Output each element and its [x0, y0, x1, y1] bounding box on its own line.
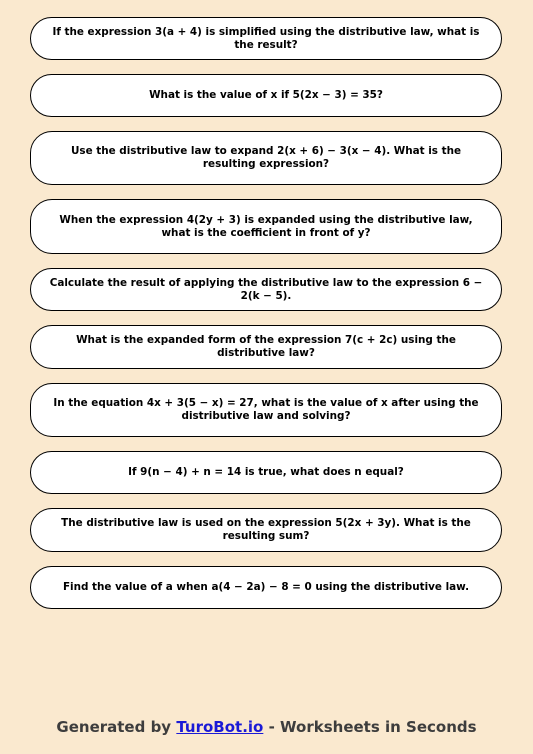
- question-box: [30, 199, 502, 254]
- turobot-link[interactable]: TuroBot.io: [176, 718, 264, 736]
- question-box: [30, 325, 502, 369]
- question-text: In the equation 4x + 3(5 − x) = 27, what is the value of x after using the distributive law and solving?: [53, 397, 479, 422]
- footer-suffix: - Worksheets in Seconds: [268, 718, 477, 736]
- question-box: [30, 566, 502, 609]
- question-text: Use the distributive law to expand 2(x + 6) − 3(x − 4). What is the resulting expression?: [70, 145, 462, 170]
- question-text: Find the value of a when a(4 − 2a) − 8 = 0 using the distributive law.: [62, 581, 470, 593]
- question-text: Calculate the result of applying the distributive law to the expression 6 − 2(k − 5).: [49, 276, 483, 302]
- question-box: [30, 74, 502, 117]
- question-box: [30, 131, 502, 185]
- question-box: [30, 17, 502, 60]
- question-text: When the expression 4(2y + 3) is expanded using the distributive law, what is the coefficient in front of y?: [59, 213, 473, 239]
- footer: [0, 718, 533, 736]
- footer-prefix: Generated by: [56, 718, 172, 736]
- question-text: The distributive law is used on the expression 5(2x + 3y). What is the resulting sum?: [61, 517, 471, 542]
- question-box: [30, 383, 502, 437]
- question-text: If the expression 3(a + 4) is simplified using the distributive law, what is the result?: [52, 25, 480, 51]
- question-box: [30, 508, 502, 552]
- question-text: What is the value of x if 5(2x − 3) = 35?: [149, 89, 383, 101]
- question-text: If 9(n − 4) + n = 14 is true, what does n equal?: [128, 466, 404, 478]
- question-box: [30, 268, 502, 311]
- question-text: What is the expanded form of the expression 7(c + 2c) using the distributive law?: [76, 334, 456, 359]
- question-box: [30, 451, 502, 494]
